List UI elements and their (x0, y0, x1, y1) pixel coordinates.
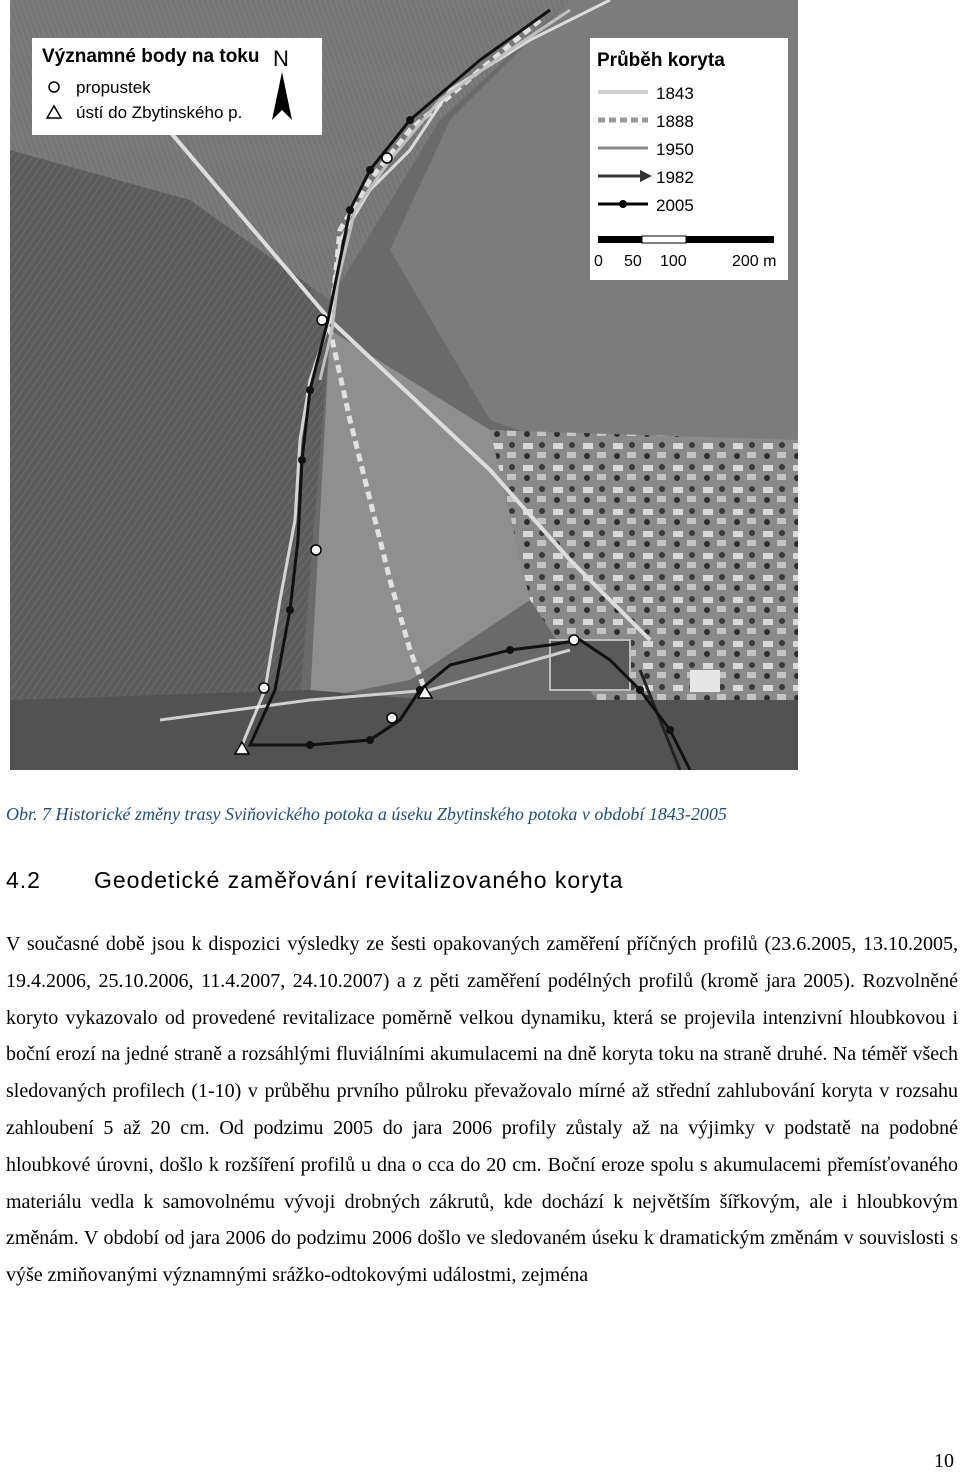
year-1982-label: 1982 (656, 168, 694, 187)
section-heading (6, 867, 624, 894)
legend-points-item-2: ústí do Zbytinského p. (76, 103, 243, 122)
scale-tick-200: 200 m (732, 253, 777, 270)
year-1843-label: 1843 (656, 84, 694, 103)
north-label: N (273, 46, 289, 71)
legend-channel-title: Průběh koryta (597, 50, 725, 71)
section-number: 4.2 (6, 867, 41, 893)
culvert-legend-icon (49, 82, 59, 92)
page-number: 10 (934, 1450, 954, 1472)
scale-bar-black-1 (598, 236, 642, 243)
scale-tick-0: 0 (594, 253, 603, 270)
year-2005-dot-icon (619, 200, 627, 208)
building-block (690, 670, 720, 692)
legend-points (32, 38, 322, 135)
aerial-map-figure (10, 0, 798, 770)
legend-points-item-1: propustek (76, 78, 151, 97)
year-1888-label: 1888 (656, 112, 694, 131)
legend-channel (590, 38, 788, 280)
scale-bar-white-1 (642, 236, 686, 243)
year-2005-label: 2005 (656, 196, 694, 215)
scale-tick-100: 100 (660, 253, 687, 270)
scale-tick-50: 50 (624, 253, 642, 270)
year-1950-label: 1950 (656, 140, 694, 159)
scale-bar-black-2 (686, 236, 774, 243)
section-title: Geodetické zaměřování revitalizovaného koryta (94, 867, 624, 893)
figure-caption: Obr. 7 Historické změny trasy Sviňovického potoka a úseku Zbytinského potoka v období 1843-2005 (6, 804, 727, 824)
body-paragraph: V současné době jsou k dispozici výsledky ze šesti opakovaných zaměření příčných profilů (23.6.2005, 13.10.2005, 19.4.2006, 25.10.2006, 11.4.2007, 24.10.2007) a z pěti zaměření podélných profilů (kromě jara 2005). Rozvolněné koryto vykazovalo od provedené revitalizace poměrně velkou dynamiku, která se projevila intenzivní hloubkovou i boční erozí na jedné straně a rozsáhlými fluviálními akumulacemi na dně koryta toku na straně druhé. Na téměř všech sledovaných profilech (1-10) v průběhu prvního půlroku převažovalo mírné až střední zahlubování koryta v rozsahu zahloubení 5 až 20 cm. Od podzimu 2005 do jara 2006 profily zůstaly až na výjimky v podstatě na podobné hloubkové úrovni, došlo k rozšíření profilů u dna o cca do 20 cm. Boční eroze spolu s akumulacemi přemísťovaného materiálu vedla k samovolnému vývoji drobných zákrutů, kde dochází k největším šířkovým, ale i hloubkovým změnám. V období od jara 2006 do podzimu 2006 došlo ve sledovaném úseku k dramatickým změnám v souvislosti s výše zmiňovanými významnými srážko-odtokovými událostmi, zejména (6, 933, 958, 1287)
field-south (10, 690, 798, 770)
legend-points-title: Významné body na toku (42, 46, 260, 67)
